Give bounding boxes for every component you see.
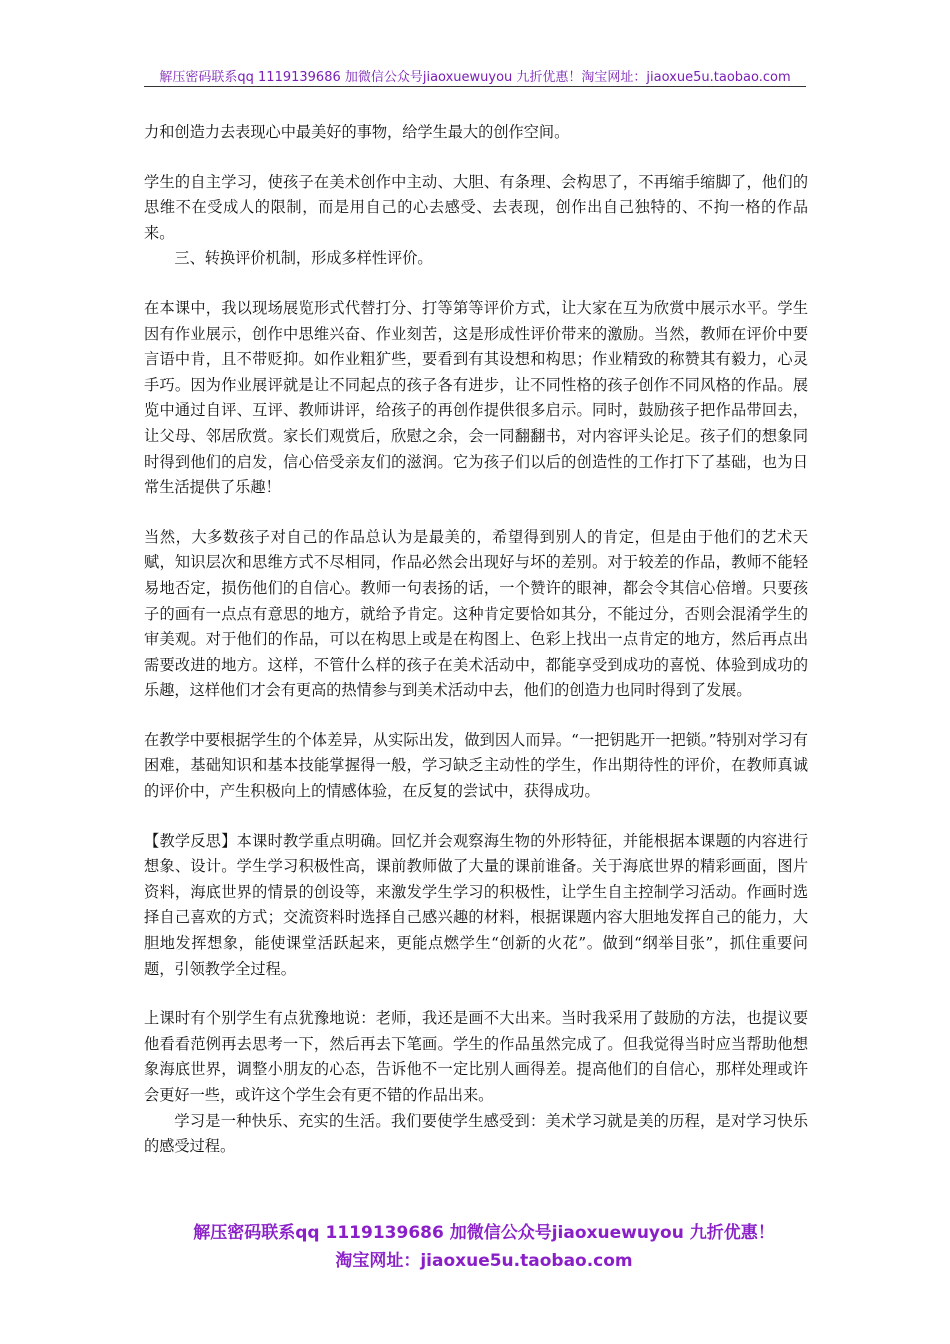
document-body: [144, 120, 808, 1160]
paragraph-exhibition-evaluation: 在本课中，我以现场展览形式代替打分、打等第等评价方式，让大家在互为欣赏中展示水平。学生因有作业展示，创作中思维兴奋、作业刻苦，这是形成性评价带来的激励。当然，教师在评价中要言语中肯，且不带贬抑。如作业粗犷些，要看到有其设想和构思；作业精致的称赞其有毅力，心灵手巧。因为作业展评就是让不同起点的孩子各有进步，让不同性格的孩子创作不同风格的作品。展览中通过自评、互评、教师讲评，给孩子的再创作提供很多启示。同时，鼓励孩子把作品带回去，让父母、邻居欣赏。家长们观赏后，欣慰之余，会一同翻翻书，对内容评头论足。孩子们的想象同时得到他们的启发，信心倍受亲友们的滋润。它为孩子们以后的创造性的工作打下了基础，也为日常生活提供了乐趣！: [144, 298, 808, 497]
paragraph-individual-differences: 在教学中要根据学生的个体差异，从实际出发，做到因人而异。“一把钥匙开一把锁。”特别对学习有困难，基础知识和基本技能掌握得一般，学习缺乏主动性的学生，作出期待性的评价，在教师真诚的评价中，产生积极向上的情感体验，在反复的尝试中，获得成功。: [144, 730, 808, 801]
paragraph-intro-continued: 力和创造力去表现心中最美好的事物，给学生最大的创作空间。: [144, 123, 570, 141]
page-header-notice: 解压密码联系qq 1119139686 加微信公众号jiaoxuewuyou 九折优惠！淘宝网址：jiaoxue5u.taobao.com: [159, 70, 791, 85]
paragraph-teaching-reflection: 【教学反思】本课时教学重点明确。回忆并会观察海生物的外形特征，并能根据本课题的内容进行想象、设计。学生学习积极性高，课前教师做了大量的课前谁备。关于海底世界的精彩画面，图片资料，海底世界的情景的创设等，来激发学生学习的积极性，让学生自主控制学习活动。作画时选择自己喜欢的方式；交流资料时选择自己感兴趣的材料，根据课题内容大胆地发挥自己的能力，大胆地发挥想象，能使课堂活跃起来，更能点燃学生“创新的火花”。做到“纲举目张”，抓住重要问题，引领教学全过程。: [144, 831, 808, 978]
paragraph-self-learning: 学生的自主学习，使孩子在美术创作中主动、大胆、有条理、会构思了，不再缩手缩脚了，他们的思维不在受成人的限制，而是用自己的心去感受、去表现，创作出自己独特的、不拘一格的作品来。: [144, 172, 808, 242]
footer-line-shop-url: 淘宝网址：jiaoxue5u.taobao.com: [335, 1251, 633, 1271]
header-divider: [144, 86, 806, 87]
paragraph-affirmation: 当然，大多数孩子对自己的作品总认为是最美的，希望得到别人的肯定，但是由于他们的艺术天赋，知识层次和思维方式不尽相同，作品必然会出现好与坏的差别。对于较差的作品，教师不能轻易地否定，损伤他们的自信心。教师一句表扬的话，一个赞许的眼神，都会令其信心倍增。只要孩子的画有一点点有意思的地方，就给予肯定。这种肯定要恰如其分，不能过分，否则会混淆学生的审美观。对于他们的作品，可以在构思上或是在构图上、色彩上找出一点肯定的地方，然后再点出需要改进的地方。这样，不管什么样的孩子在美术活动中，都能享受到成功的喜悦、体验到成功的乐趣，这样他们才会有更高的热情参与到美术活动中去，他们的创造力也同时得到了发展。: [144, 527, 808, 700]
page-footer-notice: [144, 1219, 824, 1275]
paragraph-conclusion: 学习是一种快乐、充实的生活。我们要使学生感受到：美术学习就是美的历程，是对学习快乐的感受过程。: [144, 1111, 808, 1156]
paragraph-classroom-case: 上课时有个别学生有点犹豫地说：老师，我还是画不大出来。当时我采用了鼓励的方法，也提议要他看看范例再去思考一下，然后再去下笔画。学生的作品虽然完成了。但我觉得当时应当帮助他想象海底世界，调整小朋友的心态，告诉他不一定比别人画得差。提高他们的自信心，那样处理或许会更好一些，或许这个学生会有更不错的作品出来。: [144, 1009, 808, 1104]
footer-line-contact: 解压密码联系qq 1119139686 加微信公众号jiaoxuewuyou 九折优惠！: [193, 1223, 775, 1243]
section-heading-evaluation: 三、转换评价机制，形成多样性评价。: [174, 249, 433, 268]
